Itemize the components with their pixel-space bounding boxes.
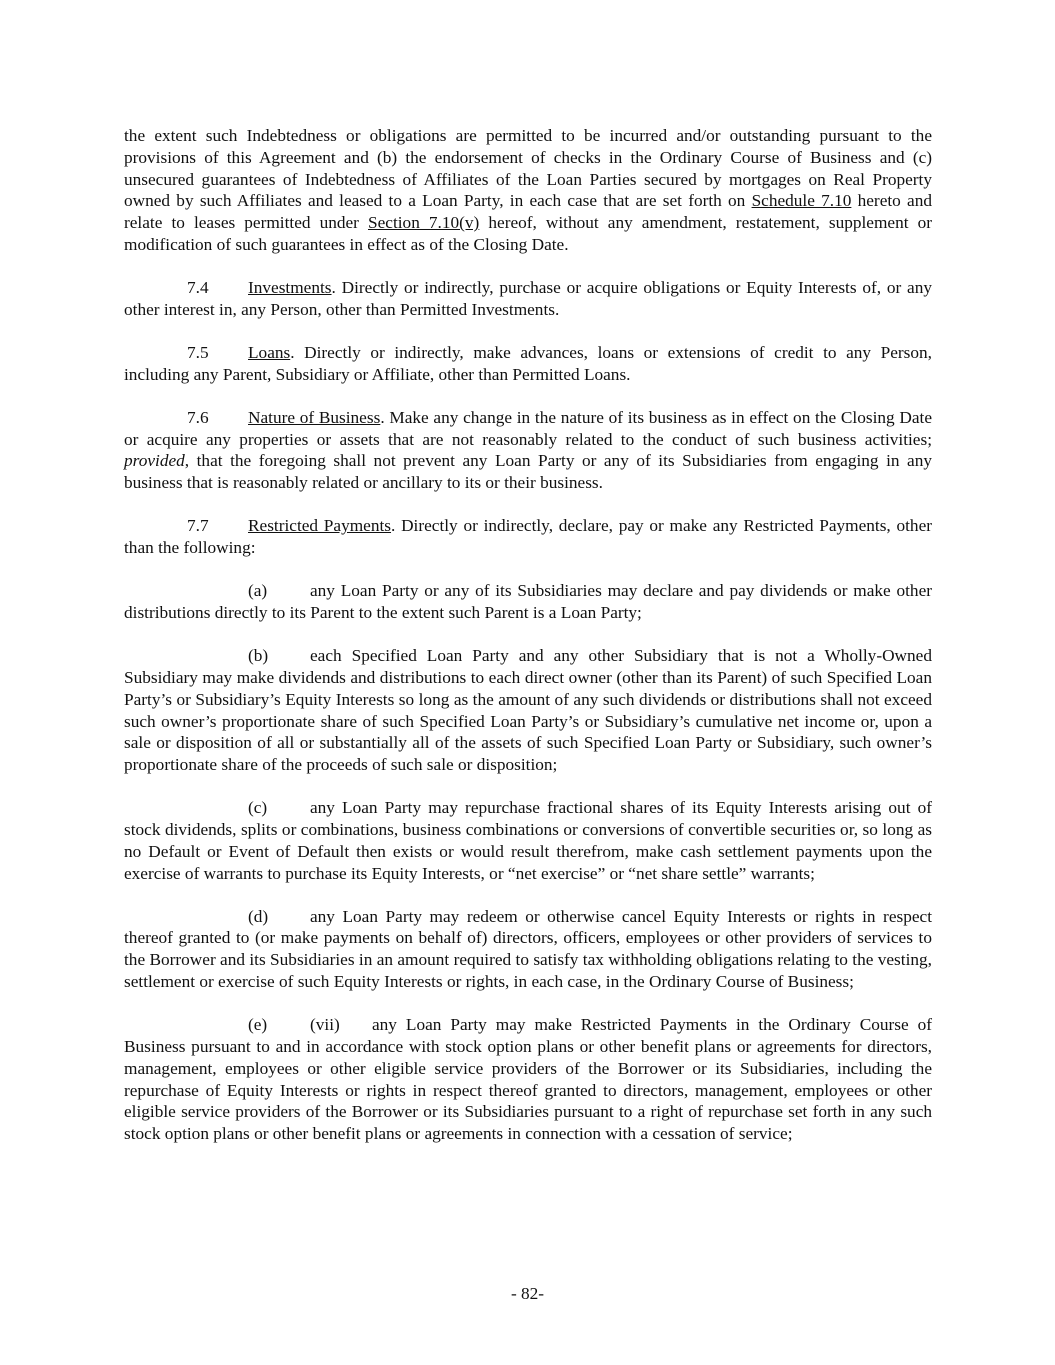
clause-label: (d) bbox=[248, 906, 269, 926]
section-title: Nature of Business bbox=[248, 407, 381, 427]
section-title: Loans bbox=[248, 342, 291, 362]
provided-term: provided bbox=[124, 451, 185, 471]
clause-label: (b) bbox=[248, 646, 269, 666]
section-number: 7.4 bbox=[187, 278, 209, 298]
clause-c: (c) any Loan Party may repurchase fractional shares of its Equity Interests arising out of stock dividends, splits or combinations, business combinations or conversions of convertible securities or, so long as no Default or Event of Default then exists or would result therefrom, make cash settlement payments upon the exercise of warrants to purchase its Equity Interests, or “net exercise” or “net share settle” warrants; bbox=[124, 798, 932, 883]
page-number: - 82- bbox=[510, 1284, 545, 1303]
clause-label: (e) bbox=[248, 1015, 268, 1035]
clause-b: (b) each Specified Loan Party and any other Subsidiary that is not a Wholly-Owned Subsidiary may make dividends and distributions to each direct owner (other than its Parent) of such Specified Loan Party’s or Subsidiary’s Equity Interests so long as the amount of any such dividends or distributions shall not exceed such owner’s proportionate share of such Specified Loan Party’s or Subsidiary’s cumulative net income or, upon a sale or disposition of all or substantially all of the assets of such Specified Loan Party or Subsidiary, such owner’s proportionate share of the proceeds of such sale or disposition; bbox=[124, 646, 932, 775]
section-7-7: 7.7 Restricted Payments. Directly or indirectly, declare, pay or make any Restricted Payments, other than the following: bbox=[124, 516, 932, 558]
clause-d: (d) any Loan Party may redeem or otherwise cancel Equity Interests or rights in respect thereof granted to (or make payments on behalf of) directors, officers, employees or other providers of services to the Borrower and its Subsidiaries in an amount required to satisfy tax withholding obligations relating to the vesting, settlement or exercise of such Equity Interests or rights, in each case, in the Ordinary Course of Business; bbox=[124, 906, 932, 992]
clause-sublabel: (vii) bbox=[310, 1015, 340, 1035]
section-7-5: 7.5 Loans. Directly or indirectly, make advances, loans or extensions of credit to any Person, including any Parent, Subsidiary or Affiliate, other than Permitted Loans. bbox=[124, 342, 932, 384]
section-number: 7.5 bbox=[187, 342, 209, 362]
section-number: 7.7 bbox=[187, 516, 209, 536]
clause-a: (a) any Loan Party or any of its Subsidiaries may declare and pay dividends or make other distributions directly to its Parent to the extent such Parent is a Loan Party; bbox=[124, 581, 932, 623]
section-title: Restricted Payments bbox=[248, 516, 392, 536]
section-7-4: 7.4 Investments. Directly or indirectly, purchase or acquire obligations or Equity Interests of, or any other interest in, any Person, other than Permitted Investments. bbox=[124, 278, 932, 319]
clause-label: (a) bbox=[248, 581, 268, 601]
schedule-7-10-reference: Schedule 7.10 bbox=[751, 191, 852, 211]
section-number: 7.6 bbox=[187, 407, 209, 427]
clause-e: (e) (vii) any Loan Party may make Restricted Payments in the Ordinary Course of Business pursuant to and in accordance with stock option plans or other benefit plans or agreements for directors, management, employees or other eligible service providers of the Borrower or its Subsidiaries, including the repurchase of Equity Interests or rights in respect thereof granted to directors, management, employees or other eligible service providers of the Borrower or its Subsidiaries pursuant to a right of repurchase set forth in any such stock option plans or other benefit plans or agreements in connection with a cessation of service; bbox=[124, 1015, 932, 1144]
page-body bbox=[124, 125, 932, 1166]
section-title: Investments bbox=[248, 278, 332, 298]
clause-label: (c) bbox=[248, 798, 268, 818]
section-7-10-v-reference: Section 7.10(v) bbox=[368, 213, 480, 233]
section-7-6: 7.6 Nature of Business. Make any change in the nature of its business as in effect on the Closing Date or acquire any properties or assets that are not reasonably related to the conduct of such business activities; provided, that the foregoing shall not prevent any Loan Party or any of its Subsidiaries from engaging in any business that is reasonably related or ancillary to its or their business. bbox=[124, 407, 932, 493]
intro-paragraph: the extent such Indebtedness or obligations are permitted to be incurred and/or outstanding pursuant to the provisions of this Agreement and (b) the endorsement of checks in the Ordinary Course of Business and (c) unsecured guarantees of Indebtedness of Affiliates of the Loan Parties secured by mortgages on Real Property owned by such Affiliates and leased to a Loan Party, in each case that are set forth on Schedule 7.10 hereto and relate to leases permitted under Section 7.10(v) hereof, without any amendment, restatement, supplement or modification of such guarantees in effect as of the Closing Date. bbox=[124, 126, 932, 254]
